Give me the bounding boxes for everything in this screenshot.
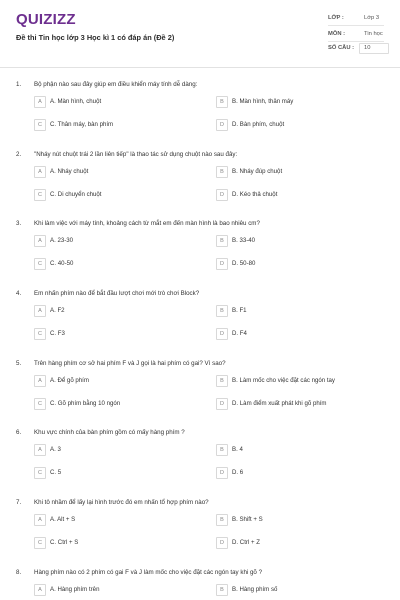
question-text: Khi làm việc với máy tính, khoảng cách từ mắt em đến màn hình là bao nhiêu cm? xyxy=(34,220,260,227)
option-text: B. Shift + S xyxy=(232,516,263,523)
option-text: A. 23-30 xyxy=(50,237,74,244)
meta-count-value: 10 xyxy=(364,45,371,51)
option-text: B. 4 xyxy=(232,446,243,453)
option-text: D. 50-80 xyxy=(232,260,256,267)
option-letter-box: B xyxy=(216,305,228,317)
option-letter-box: B xyxy=(216,166,228,178)
option-letter-box: A xyxy=(34,514,46,526)
option-text: D. F4 xyxy=(232,330,247,337)
option-letter-box: A xyxy=(34,375,46,387)
option-text: A. Hàng phím trên xyxy=(50,586,100,593)
question-text: Em nhấn phím nào để bắt đầu lượt chơi mới trò chơi Block? xyxy=(34,290,200,297)
option-letter-box: B xyxy=(216,96,228,108)
option-text: B. Hàng phím số xyxy=(232,586,278,593)
question-number: 4. xyxy=(16,290,22,297)
question-number: 5. xyxy=(16,360,22,367)
option-text: D. Ctrl + Z xyxy=(232,539,260,546)
option-text: B. F1 xyxy=(232,307,247,314)
meta-divider xyxy=(328,25,384,26)
option-letter-box: B xyxy=(216,444,228,456)
option-text: A. 3 xyxy=(50,446,61,453)
option-text: C. Gõ phím bằng 10 ngón xyxy=(50,400,121,407)
option-text: C. 5 xyxy=(50,469,62,476)
worksheet-header xyxy=(0,0,400,66)
question-text: Trên hàng phím cơ sở hai phím F và J gọi là hai phím có gai? Vì sao? xyxy=(34,360,226,367)
option-letter-box: C xyxy=(34,537,46,549)
option-text: B. 33-40 xyxy=(232,237,256,244)
option-letter-box: C xyxy=(34,398,46,410)
option-letter-box: B xyxy=(216,375,228,387)
question-number: 6. xyxy=(16,429,22,436)
question-number: 2. xyxy=(16,151,22,158)
option-text: A. Nháy chuột xyxy=(50,168,89,175)
option-text: C. Thân máy, bàn phím xyxy=(50,121,114,128)
page-title: Đề thi Tin học lớp 3 Học kì 1 có đáp án (Đề 2) xyxy=(16,33,175,42)
option-letter-box: C xyxy=(34,467,46,479)
option-text: D. Kéo thả chuột xyxy=(232,191,278,198)
question-number: 3. xyxy=(16,220,22,227)
option-letter-box: A xyxy=(34,96,46,108)
option-letter-box: B xyxy=(216,514,228,526)
option-text: A. F2 xyxy=(50,307,65,314)
option-letter-box: C xyxy=(34,189,46,201)
meta-divider xyxy=(328,41,384,42)
question-number: 1. xyxy=(16,81,22,88)
option-letter-box: D xyxy=(216,258,228,270)
quizizz-logo: QUIZIZZ xyxy=(16,11,76,28)
question-text: Khu vực chính của bàn phím gồm có mấy hàng phím ? xyxy=(34,429,185,436)
option-text: B. Làm mốc cho việc đặt các ngón tay xyxy=(232,377,335,384)
option-letter-box: C xyxy=(34,328,46,340)
question-text: Bộ phận nào sau đây giúp em điều khiển máy tính dễ dàng: xyxy=(34,81,198,88)
meta-subject-value: Tin học xyxy=(364,31,383,37)
option-letter-box: C xyxy=(34,119,46,131)
option-text: A. Màn hình, chuột xyxy=(50,98,102,105)
option-letter-box: D xyxy=(216,537,228,549)
option-letter-box: D xyxy=(216,189,228,201)
meta-count-label: SỐ CÂU : xyxy=(328,45,355,51)
option-text: B. Màn hình, thân máy xyxy=(232,98,294,105)
meta-subject-label: MÔN : xyxy=(328,31,346,37)
option-letter-box: A xyxy=(34,166,46,178)
question-number: 8. xyxy=(16,569,22,576)
option-text: B. Nháy đúp chuột xyxy=(232,168,283,175)
option-letter-box: D xyxy=(216,398,228,410)
option-text: D. Bàn phím, chuột xyxy=(232,121,285,128)
option-text: C. Ctrl + S xyxy=(50,539,79,546)
option-letter-box: D xyxy=(216,328,228,340)
option-text: D. Làm điểm xuất phát khi gõ phím xyxy=(232,400,327,407)
option-letter-box: C xyxy=(34,258,46,270)
option-letter-box: B xyxy=(216,584,228,596)
option-letter-box: A xyxy=(34,444,46,456)
option-text: D. 6 xyxy=(232,469,244,476)
meta-class-label: LỚP : xyxy=(328,15,344,21)
option-letter-box: A xyxy=(34,584,46,596)
question-number: 7. xyxy=(16,499,22,506)
option-letter-box: A xyxy=(34,235,46,247)
option-letter-box: D xyxy=(216,467,228,479)
header-divider xyxy=(0,67,400,68)
option-letter-box: A xyxy=(34,305,46,317)
option-letter-box: B xyxy=(216,235,228,247)
question-text: "Nháy nút chuột trái 2 lần liên tiếp" là thao tác sử dụng chuột nào sau đây: xyxy=(34,151,238,158)
question-text: Khi tô nhầm để lấy lại hình trước đó em nhấn tổ hợp phím nào? xyxy=(34,499,209,506)
option-text: C. 40-50 xyxy=(50,260,74,267)
question-text: Hàng phím nào có 2 phím có gai F và J làm mốc cho việc đặt các ngón tay khi gõ ? xyxy=(34,569,263,576)
option-text: C. F3 xyxy=(50,330,65,337)
meta-class-value: Lớp 3 xyxy=(364,15,380,21)
option-text: A. Alt + S xyxy=(50,516,76,523)
option-letter-box: D xyxy=(216,119,228,131)
option-text: A. Để gõ phím xyxy=(50,377,89,384)
option-text: C. Di chuyển chuột xyxy=(50,191,102,198)
